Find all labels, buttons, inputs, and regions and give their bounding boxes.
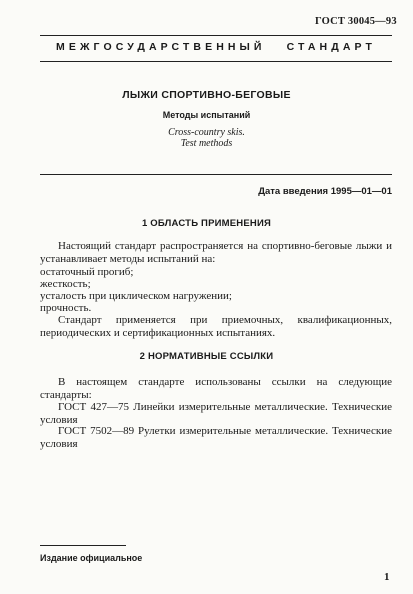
english-subtitle: Test methods (180, 138, 233, 149)
header-rule-top (40, 35, 392, 36)
edition-label: Издание официальное (40, 553, 143, 563)
scope-application: Стандарт применяется при приемочных, квалификационных, периодических и сертификационных испытаниях. (40, 314, 392, 340)
list-item: прочность. (40, 302, 92, 314)
reference-item: ГОСТ 427—75 Линейки измерительные металлические. Технические условия (40, 401, 392, 427)
footer-rule (40, 545, 126, 546)
header-rule-bottom (40, 61, 392, 62)
references-intro: В настоящем стандарте использованы ссылки на следующие стандарты: (40, 376, 392, 402)
scope-intro: Настоящий стандарт распространяется на спортивно-беговые лыжи и устанавливает методы испытаний на: (40, 240, 392, 266)
title-rule (40, 174, 392, 175)
list-item: усталость при циклическом нагружении; (40, 290, 232, 302)
list-item: жесткость; (40, 278, 91, 290)
standard-type: МЕЖГОСУДАРСТВЕННЫЙ СТАНДАРТ (56, 41, 376, 53)
list-item: остаточный прогиб; (40, 266, 134, 278)
section-heading-scope: 1 ОБЛАСТЬ ПРИМЕНЕНИЯ (141, 218, 272, 229)
section-heading-references: 2 НОРМАТИВНЫЕ ССЫЛКИ (139, 351, 274, 362)
introduction-date: Дата введения 1995—01—01 (258, 186, 392, 197)
english-title: Cross-country skis. (168, 127, 245, 138)
document-title: ЛЫЖИ СПОРТИВНО-БЕГОВЫЕ (122, 89, 291, 101)
page-number: 1 (384, 571, 390, 583)
document-subtitle: Методы испытаний (162, 110, 251, 120)
gost-number: ГОСТ 30045—93 (315, 16, 397, 27)
reference-item: ГОСТ 7502—89 Рулетки измерительные металлические. Технические условия (40, 425, 392, 451)
